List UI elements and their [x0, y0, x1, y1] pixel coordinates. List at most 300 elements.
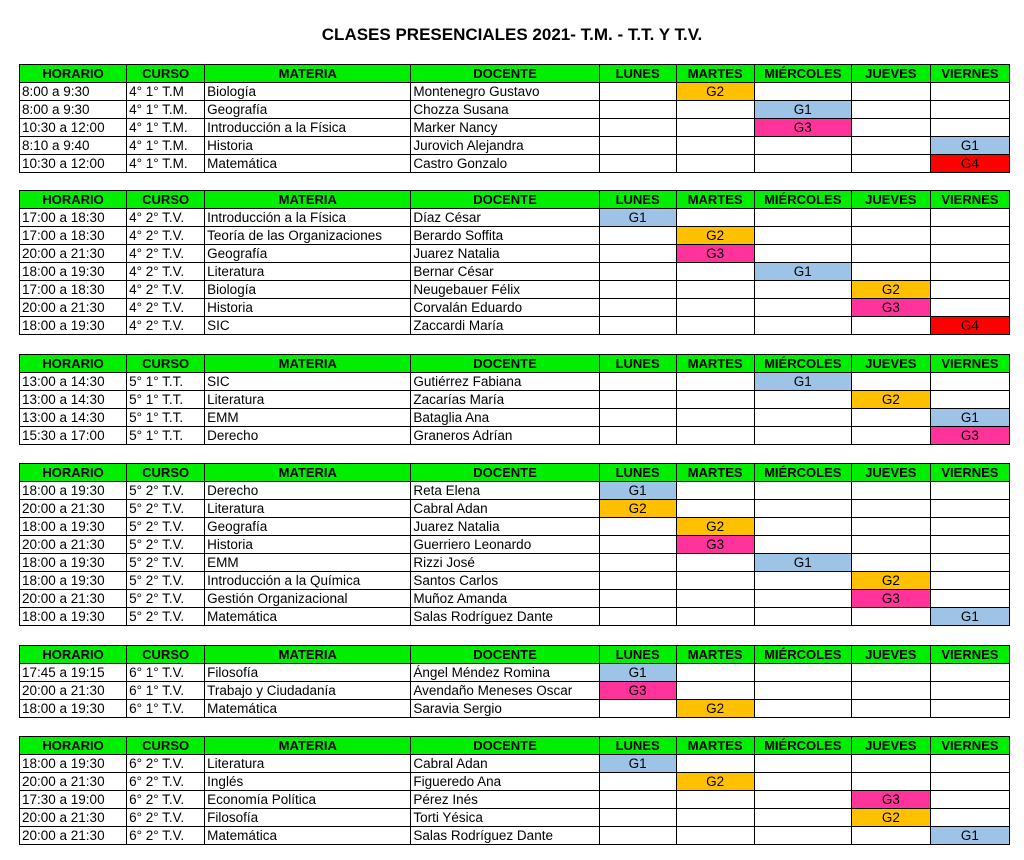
empty-day-cell: [930, 755, 1009, 773]
column-header: CURSO: [127, 646, 205, 664]
column-header: VIERNES: [930, 65, 1009, 83]
group-cell: G1: [754, 263, 851, 281]
empty-day-cell: [930, 227, 1009, 245]
curso-cell: 4° 2° T.V.: [127, 209, 205, 227]
curso-cell: 4° 2° T.V.: [127, 299, 205, 317]
materia-cell: Economía Política: [205, 791, 411, 809]
docente-cell: Neugebauer Félix: [411, 281, 599, 299]
empty-day-cell: [676, 409, 754, 427]
curso-cell: 4° 1° T.M.: [127, 101, 205, 119]
materia-cell: Literatura: [205, 755, 411, 773]
materia-cell: SIC: [205, 373, 411, 391]
group-cell: G2: [676, 227, 754, 245]
column-header: HORARIO: [20, 191, 127, 209]
empty-day-cell: [754, 137, 851, 155]
curso-cell: 6° 1° T.V.: [127, 664, 205, 682]
empty-day-cell: [930, 299, 1009, 317]
empty-day-cell: [676, 427, 754, 445]
curso-cell: 4° 2° T.V.: [127, 317, 205, 335]
empty-day-cell: [676, 827, 754, 845]
empty-day-cell: [851, 518, 930, 536]
empty-day-cell: [599, 791, 676, 809]
column-header: MIÉRCOLES: [754, 464, 851, 482]
curso-cell: 6° 2° T.V.: [127, 809, 205, 827]
materia-cell: Literatura: [205, 500, 411, 518]
empty-day-cell: [851, 209, 930, 227]
empty-day-cell: [599, 409, 676, 427]
column-header: LUNES: [599, 65, 676, 83]
docente-cell: Berardo Soffita: [411, 227, 599, 245]
materia-cell: Biología: [205, 281, 411, 299]
materia-cell: Introducción a la Física: [205, 119, 411, 137]
empty-day-cell: [676, 155, 754, 173]
docente-cell: Jurovich Alejandra: [411, 137, 599, 155]
column-header: JUEVES: [851, 646, 930, 664]
docente-cell: Corvalán Eduardo: [411, 299, 599, 317]
curso-cell: 6° 2° T.V.: [127, 791, 205, 809]
materia-cell: Biología: [205, 83, 411, 101]
empty-day-cell: [754, 809, 851, 827]
column-header: MATERIA: [205, 65, 411, 83]
curso-cell: 5° 2° T.V.: [127, 518, 205, 536]
empty-day-cell: [930, 700, 1009, 718]
curso-cell: 4° 2° T.V.: [127, 227, 205, 245]
curso-cell: 5° 1° T.T.: [127, 373, 205, 391]
materia-cell: Historia: [205, 299, 411, 317]
empty-day-cell: [754, 664, 851, 682]
column-header: LUNES: [599, 646, 676, 664]
empty-day-cell: [676, 809, 754, 827]
column-header: HORARIO: [20, 737, 127, 755]
empty-day-cell: [930, 518, 1009, 536]
docente-cell: Juarez Natalia: [411, 518, 599, 536]
column-header: MARTES: [676, 646, 754, 664]
table-row: [20, 590, 1010, 608]
empty-day-cell: [676, 608, 754, 626]
horario-cell: 20:00 a 21:30: [20, 299, 127, 317]
header-row: [20, 191, 1010, 209]
empty-day-cell: [676, 682, 754, 700]
empty-day-cell: [851, 317, 930, 335]
table-row: [20, 554, 1010, 572]
empty-day-cell: [676, 263, 754, 281]
empty-day-cell: [599, 427, 676, 445]
materia-cell: Teoría de las Organizaciones: [205, 227, 411, 245]
group-cell: G1: [930, 608, 1009, 626]
materia-cell: Introducción a la Física: [205, 209, 411, 227]
materia-cell: SIC: [205, 317, 411, 335]
empty-day-cell: [754, 155, 851, 173]
horario-cell: 8:10 a 9:40: [20, 137, 127, 155]
curso-cell: 4° 2° T.V.: [127, 245, 205, 263]
table-row: [20, 755, 1010, 773]
horario-cell: 13:00 a 14:30: [20, 409, 127, 427]
column-header: MATERIA: [205, 737, 411, 755]
horario-cell: 20:00 a 21:30: [20, 773, 127, 791]
horario-cell: 18:00 a 19:30: [20, 755, 127, 773]
empty-day-cell: [930, 245, 1009, 263]
empty-day-cell: [754, 500, 851, 518]
empty-day-cell: [851, 427, 930, 445]
docente-cell: Zacarías María: [411, 391, 599, 409]
column-header: MARTES: [676, 737, 754, 755]
group-cell: G2: [676, 773, 754, 791]
empty-day-cell: [851, 263, 930, 281]
empty-day-cell: [754, 209, 851, 227]
curso-cell: 5° 1° T.T.: [127, 391, 205, 409]
column-header: CURSO: [127, 65, 205, 83]
empty-day-cell: [754, 281, 851, 299]
docente-cell: Reta Elena: [411, 482, 599, 500]
column-header: DOCENTE: [411, 737, 599, 755]
materia-cell: Matemática: [205, 827, 411, 845]
horario-cell: 20:00 a 21:30: [20, 682, 127, 700]
curso-cell: 4° 1° T.M: [127, 83, 205, 101]
materia-cell: Literatura: [205, 391, 411, 409]
horario-cell: 20:00 a 21:30: [20, 245, 127, 263]
empty-day-cell: [754, 482, 851, 500]
column-header: LUNES: [599, 464, 676, 482]
empty-day-cell: [754, 590, 851, 608]
docente-cell: Avendaño Meneses Oscar: [411, 682, 599, 700]
empty-day-cell: [930, 809, 1009, 827]
empty-day-cell: [930, 101, 1009, 119]
empty-day-cell: [676, 373, 754, 391]
docente-cell: Santos Carlos: [411, 572, 599, 590]
column-header: MARTES: [676, 355, 754, 373]
docente-cell: Saravia Sergio: [411, 700, 599, 718]
schedule-table: [19, 64, 1010, 173]
group-cell: G3: [676, 536, 754, 554]
table-row: [20, 682, 1010, 700]
empty-day-cell: [851, 409, 930, 427]
horario-cell: 17:00 a 18:30: [20, 281, 127, 299]
docente-cell: Díaz César: [411, 209, 599, 227]
materia-cell: EMM: [205, 409, 411, 427]
group-cell: G2: [851, 281, 930, 299]
empty-day-cell: [930, 554, 1009, 572]
schedule-table: [19, 736, 1010, 845]
empty-day-cell: [930, 281, 1009, 299]
group-cell: G1: [754, 101, 851, 119]
column-header: MARTES: [676, 65, 754, 83]
empty-day-cell: [930, 664, 1009, 682]
empty-day-cell: [599, 263, 676, 281]
empty-day-cell: [676, 101, 754, 119]
table-row: [20, 773, 1010, 791]
empty-day-cell: [930, 373, 1009, 391]
table-row: [20, 263, 1010, 281]
docente-cell: Zaccardi María: [411, 317, 599, 335]
table-row: [20, 119, 1010, 137]
empty-day-cell: [676, 317, 754, 335]
table-row: [20, 83, 1010, 101]
group-cell: G1: [599, 209, 676, 227]
empty-day-cell: [599, 373, 676, 391]
table-row: [20, 518, 1010, 536]
column-header: VIERNES: [930, 355, 1009, 373]
horario-cell: 17:00 a 18:30: [20, 227, 127, 245]
horario-cell: 18:00 a 19:30: [20, 518, 127, 536]
group-cell: G1: [599, 755, 676, 773]
empty-day-cell: [930, 209, 1009, 227]
docente-cell: Gutiérrez Fabiana: [411, 373, 599, 391]
table-row: [20, 317, 1010, 335]
table-row: [20, 608, 1010, 626]
empty-day-cell: [851, 700, 930, 718]
table-row: [20, 536, 1010, 554]
curso-cell: 5° 2° T.V.: [127, 536, 205, 554]
empty-day-cell: [851, 608, 930, 626]
materia-cell: EMM: [205, 554, 411, 572]
empty-day-cell: [676, 119, 754, 137]
docente-cell: Ángel Méndez Romina: [411, 664, 599, 682]
curso-cell: 5° 2° T.V.: [127, 482, 205, 500]
schedule-table: [19, 645, 1010, 718]
group-cell: G3: [851, 299, 930, 317]
curso-cell: 4° 2° T.V.: [127, 281, 205, 299]
table-row: [20, 572, 1010, 590]
column-header: LUNES: [599, 191, 676, 209]
empty-day-cell: [930, 536, 1009, 554]
empty-day-cell: [930, 682, 1009, 700]
empty-day-cell: [851, 536, 930, 554]
page-title: CLASES PRESENCIALES 2021- T.M. - T.T. Y T.V.: [321, 25, 703, 44]
horario-cell: 8:00 a 9:30: [20, 83, 127, 101]
empty-day-cell: [930, 482, 1009, 500]
table-row: [20, 482, 1010, 500]
empty-day-cell: [754, 245, 851, 263]
group-cell: G3: [676, 245, 754, 263]
empty-day-cell: [599, 809, 676, 827]
docente-cell: Cabral Adan: [411, 755, 599, 773]
group-cell: G2: [676, 518, 754, 536]
column-header: VIERNES: [930, 646, 1009, 664]
group-cell: G2: [676, 83, 754, 101]
column-header: MIÉRCOLES: [754, 355, 851, 373]
empty-day-cell: [754, 518, 851, 536]
docente-cell: Torti Yésica: [411, 809, 599, 827]
curso-cell: 4° 1° T.M.: [127, 155, 205, 173]
materia-cell: Filosofía: [205, 664, 411, 682]
horario-cell: 17:30 a 19:00: [20, 791, 127, 809]
group-cell: G1: [930, 827, 1009, 845]
empty-day-cell: [599, 299, 676, 317]
empty-day-cell: [676, 137, 754, 155]
curso-cell: 4° 1° T.M.: [127, 119, 205, 137]
horario-cell: 18:00 a 19:30: [20, 572, 127, 590]
materia-cell: Matemática: [205, 700, 411, 718]
column-header: MARTES: [676, 191, 754, 209]
schedule-table: [19, 190, 1010, 335]
group-cell: G1: [930, 409, 1009, 427]
empty-day-cell: [754, 391, 851, 409]
empty-day-cell: [599, 317, 676, 335]
group-cell: G1: [599, 482, 676, 500]
docente-cell: Muñoz Amanda: [411, 590, 599, 608]
horario-cell: 20:00 a 21:30: [20, 809, 127, 827]
horario-cell: 20:00 a 21:30: [20, 590, 127, 608]
empty-day-cell: [851, 664, 930, 682]
column-header: CURSO: [127, 191, 205, 209]
horario-cell: 18:00 a 19:30: [20, 608, 127, 626]
empty-day-cell: [676, 590, 754, 608]
empty-day-cell: [851, 227, 930, 245]
group-cell: G1: [754, 554, 851, 572]
empty-day-cell: [599, 700, 676, 718]
column-header: CURSO: [127, 355, 205, 373]
materia-cell: Literatura: [205, 263, 411, 281]
horario-cell: 18:00 a 19:30: [20, 263, 127, 281]
horario-cell: 20:00 a 21:30: [20, 827, 127, 845]
empty-day-cell: [930, 590, 1009, 608]
empty-day-cell: [754, 427, 851, 445]
materia-cell: Historia: [205, 137, 411, 155]
header-row: [20, 464, 1010, 482]
horario-cell: 20:00 a 21:30: [20, 500, 127, 518]
column-header: MARTES: [676, 464, 754, 482]
column-header: HORARIO: [20, 646, 127, 664]
materia-cell: Inglés: [205, 773, 411, 791]
table-row: [20, 409, 1010, 427]
empty-day-cell: [851, 83, 930, 101]
table-row: [20, 809, 1010, 827]
docente-cell: Juarez Natalia: [411, 245, 599, 263]
horario-cell: 20:00 a 21:30: [20, 536, 127, 554]
table-row: [20, 299, 1010, 317]
empty-day-cell: [599, 391, 676, 409]
table-row: [20, 700, 1010, 718]
docente-cell: Graneros Adrían: [411, 427, 599, 445]
horario-cell: 10:30 a 12:00: [20, 155, 127, 173]
empty-day-cell: [676, 554, 754, 572]
column-header: DOCENTE: [411, 464, 599, 482]
empty-day-cell: [676, 755, 754, 773]
group-cell: G2: [851, 572, 930, 590]
empty-day-cell: [851, 773, 930, 791]
group-cell: G3: [599, 682, 676, 700]
empty-day-cell: [599, 137, 676, 155]
empty-day-cell: [676, 482, 754, 500]
column-header: JUEVES: [851, 355, 930, 373]
empty-day-cell: [754, 791, 851, 809]
empty-day-cell: [676, 664, 754, 682]
header-row: [20, 355, 1010, 373]
column-header: MATERIA: [205, 464, 411, 482]
group-cell: G3: [851, 791, 930, 809]
empty-day-cell: [754, 700, 851, 718]
curso-cell: 6° 2° T.V.: [127, 773, 205, 791]
group-cell: G4: [930, 155, 1009, 173]
docente-cell: Figueredo Ana: [411, 773, 599, 791]
materia-cell: Geografía: [205, 245, 411, 263]
docente-cell: Salas Rodríguez Dante: [411, 827, 599, 845]
docente-cell: Montenegro Gustavo: [411, 83, 599, 101]
empty-day-cell: [599, 590, 676, 608]
materia-cell: Gestión Organizacional: [205, 590, 411, 608]
empty-day-cell: [599, 773, 676, 791]
curso-cell: 4° 2° T.V.: [127, 263, 205, 281]
empty-day-cell: [754, 608, 851, 626]
horario-cell: 10:30 a 12:00: [20, 119, 127, 137]
curso-cell: 6° 2° T.V.: [127, 755, 205, 773]
empty-day-cell: [754, 773, 851, 791]
materia-cell: Matemática: [205, 608, 411, 626]
empty-day-cell: [930, 263, 1009, 281]
table-row: [20, 664, 1010, 682]
curso-cell: 5° 2° T.V.: [127, 590, 205, 608]
empty-day-cell: [599, 518, 676, 536]
empty-day-cell: [754, 409, 851, 427]
docente-cell: Castro Gonzalo: [411, 155, 599, 173]
header-row: [20, 646, 1010, 664]
empty-day-cell: [754, 682, 851, 700]
column-header: LUNES: [599, 737, 676, 755]
column-header: MATERIA: [205, 355, 411, 373]
table-row: [20, 791, 1010, 809]
empty-day-cell: [599, 281, 676, 299]
column-header: MIÉRCOLES: [754, 737, 851, 755]
empty-day-cell: [851, 119, 930, 137]
docente-cell: Chozza Susana: [411, 101, 599, 119]
column-header: JUEVES: [851, 737, 930, 755]
docente-cell: Salas Rodríguez Dante: [411, 608, 599, 626]
table-row: [20, 209, 1010, 227]
column-header: HORARIO: [20, 65, 127, 83]
empty-day-cell: [676, 791, 754, 809]
horario-cell: 18:00 a 19:30: [20, 317, 127, 335]
materia-cell: Filosofía: [205, 809, 411, 827]
horario-cell: 18:00 a 19:30: [20, 700, 127, 718]
materia-cell: Trabajo y Ciudadanía: [205, 682, 411, 700]
column-header: DOCENTE: [411, 191, 599, 209]
empty-day-cell: [754, 83, 851, 101]
empty-day-cell: [930, 773, 1009, 791]
column-header: MIÉRCOLES: [754, 646, 851, 664]
docente-cell: Bataglia Ana: [411, 409, 599, 427]
table-row: [20, 500, 1010, 518]
horario-cell: 13:00 a 14:30: [20, 391, 127, 409]
materia-cell: Geografía: [205, 101, 411, 119]
materia-cell: Historia: [205, 536, 411, 554]
header-row: [20, 737, 1010, 755]
empty-day-cell: [599, 155, 676, 173]
table-row: [20, 101, 1010, 119]
curso-cell: 4° 1° T.M.: [127, 137, 205, 155]
column-header: HORARIO: [20, 464, 127, 482]
empty-day-cell: [754, 572, 851, 590]
empty-day-cell: [599, 101, 676, 119]
column-header: JUEVES: [851, 191, 930, 209]
table-row: [20, 245, 1010, 263]
table-row: [20, 137, 1010, 155]
empty-day-cell: [599, 119, 676, 137]
schedule-table: [19, 463, 1010, 626]
docente-cell: Pérez Inés: [411, 791, 599, 809]
empty-day-cell: [851, 827, 930, 845]
group-cell: G1: [930, 137, 1009, 155]
column-header: LUNES: [599, 355, 676, 373]
empty-day-cell: [851, 155, 930, 173]
empty-day-cell: [851, 245, 930, 263]
horario-cell: 13:00 a 14:30: [20, 373, 127, 391]
horario-cell: 17:00 a 18:30: [20, 209, 127, 227]
schedule-table: [19, 354, 1010, 445]
column-header: DOCENTE: [411, 355, 599, 373]
materia-cell: Geografía: [205, 518, 411, 536]
empty-day-cell: [851, 101, 930, 119]
empty-day-cell: [754, 317, 851, 335]
